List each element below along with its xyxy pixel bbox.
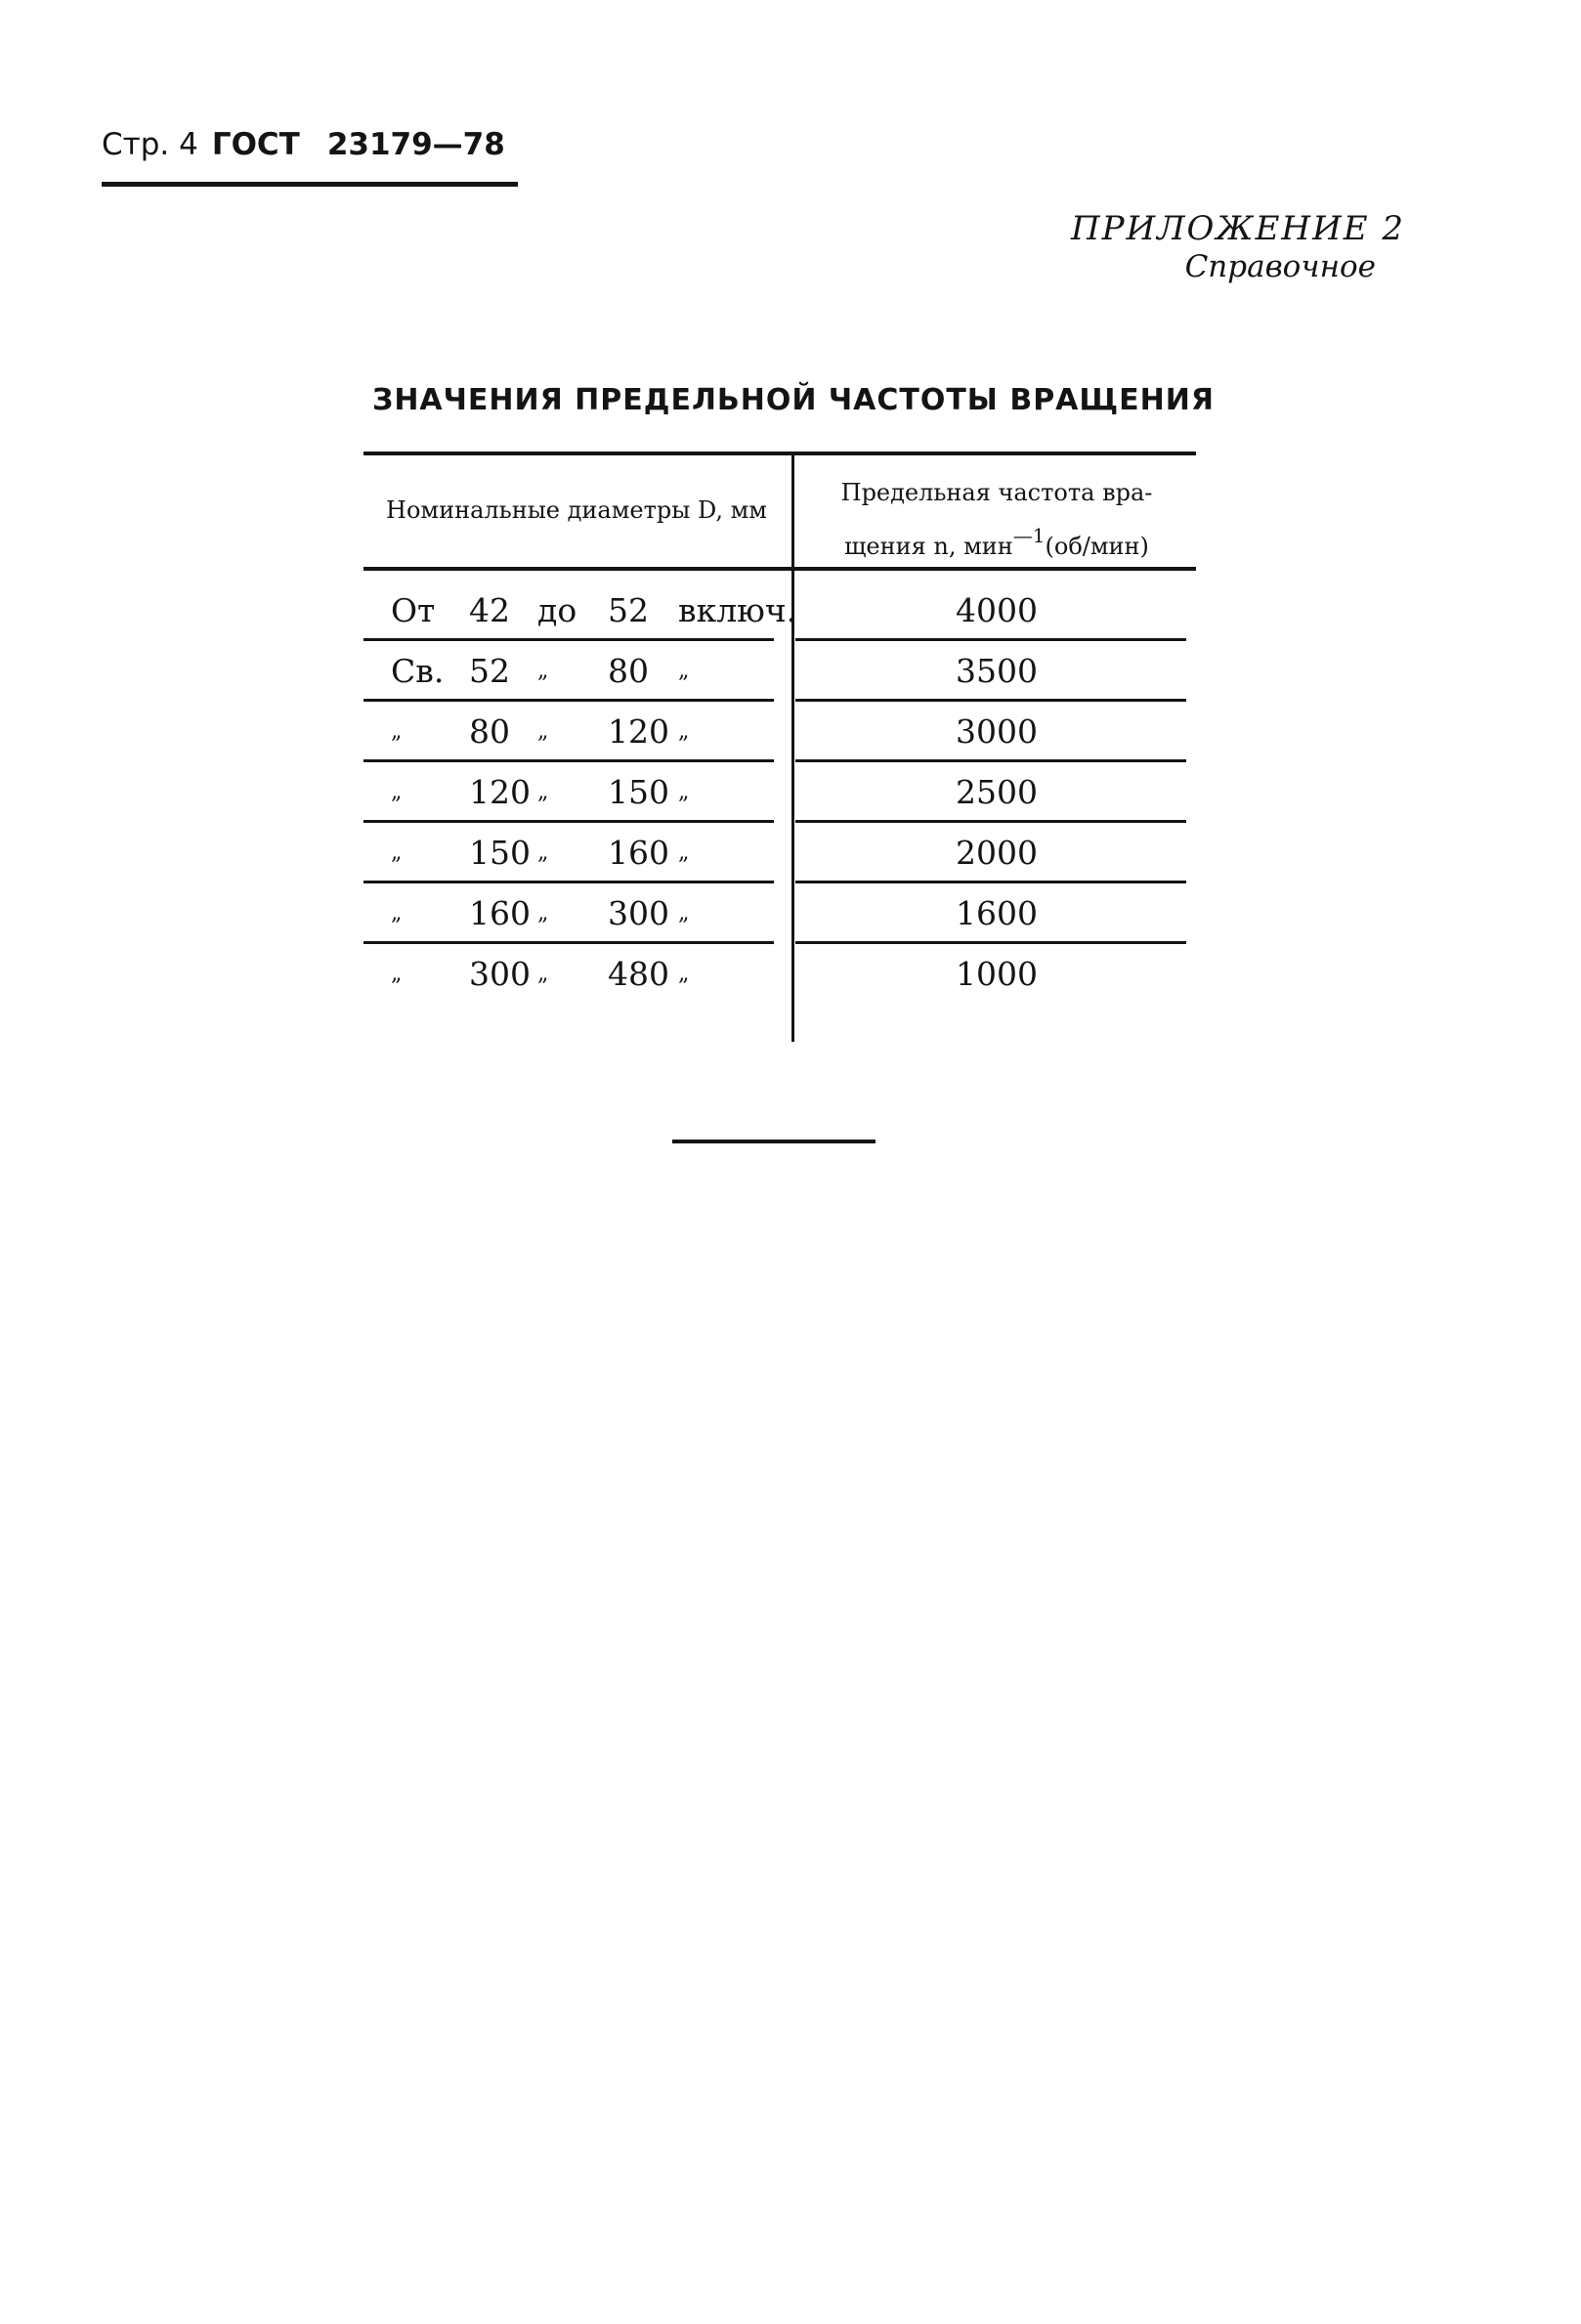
range-to: 160 <box>608 834 669 872</box>
page-number: Стр. 4 <box>102 127 198 162</box>
range-suffix: „ <box>678 780 690 804</box>
table-row <box>363 581 1196 641</box>
table-row <box>363 883 1196 944</box>
range-prefix: „ <box>391 840 403 865</box>
range-suffix: „ <box>678 962 690 986</box>
range-suffix: „ <box>678 901 690 925</box>
range-connector: „ <box>537 719 549 744</box>
table-top-rule <box>363 452 1196 455</box>
end-rule <box>672 1140 876 1143</box>
range-suffix: включ. <box>678 591 797 629</box>
header-frequency-unit-alt: (об/мин) <box>1045 533 1149 560</box>
header-frequency-exponent: —1 <box>1012 524 1046 547</box>
table-title: ЗНАЧЕНИЯ ПРЕДЕЛЬНОЙ ЧАСТОТЫ ВРАЩЕНИЯ <box>372 383 1215 417</box>
range-prefix: „ <box>391 719 403 744</box>
range-from: 80 <box>469 712 510 751</box>
range-to: 80 <box>608 652 649 690</box>
range-connector: „ <box>537 962 549 986</box>
frequency-cell: 3000 <box>956 712 1038 751</box>
frequency-cell: 1000 <box>956 955 1038 993</box>
range-suffix: „ <box>678 719 690 744</box>
range-suffix: „ <box>678 840 690 865</box>
appendix-heading <box>1071 209 1405 285</box>
range-from: 42 <box>469 591 510 629</box>
range-prefix: „ <box>391 901 403 925</box>
frequency-cell: 3500 <box>956 652 1038 690</box>
table-row <box>363 702 1196 762</box>
diameter-cell <box>363 702 790 762</box>
diameter-cell <box>363 762 790 823</box>
range-connector: „ <box>537 901 549 925</box>
standard-number: 23179—78 <box>326 127 505 162</box>
range-from: 150 <box>469 834 531 872</box>
diameter-cell <box>363 641 790 702</box>
range-prefix: „ <box>391 780 403 804</box>
frequency-cell: 2500 <box>956 773 1038 811</box>
range-suffix: „ <box>678 659 690 683</box>
header-frequency-line1: Предельная частота вра- <box>840 479 1153 506</box>
frequency-cell: 1600 <box>956 894 1038 932</box>
range-connector: „ <box>537 840 549 865</box>
frequency-table <box>363 452 1196 1046</box>
range-connector: „ <box>537 659 549 683</box>
frequency-cell: 4000 <box>956 591 1038 629</box>
range-connector: „ <box>537 780 549 804</box>
frequency-cell: 2000 <box>956 834 1038 872</box>
range-from: 160 <box>469 894 531 932</box>
appendix-title: ПРИЛОЖЕНИЕ 2 <box>1070 209 1405 248</box>
range-from: 300 <box>469 955 531 993</box>
header-diameter: Номинальные диаметры D, мм <box>386 496 767 524</box>
range-prefix: „ <box>391 962 403 986</box>
header-frequency-line2 <box>797 514 1196 568</box>
table-row <box>363 762 1196 823</box>
header-frequency-unit: щения n, мин <box>844 533 1013 560</box>
range-to: 480 <box>608 955 669 993</box>
diameter-cell <box>363 944 790 1005</box>
range-to: 150 <box>608 773 669 811</box>
page-header <box>102 125 518 187</box>
table-row <box>363 823 1196 883</box>
range-prefix: Св. <box>391 652 445 690</box>
diameter-cell <box>363 823 790 883</box>
range-from: 52 <box>469 652 510 690</box>
table-row <box>363 641 1196 702</box>
range-from: 120 <box>469 773 531 811</box>
standard-label: ГОСТ <box>211 127 300 162</box>
appendix-subtitle: Справочное <box>1184 249 1376 284</box>
diameter-cell <box>363 883 790 944</box>
table-row <box>363 944 1196 1005</box>
range-to: 300 <box>608 894 669 932</box>
range-to: 120 <box>608 712 669 751</box>
range-prefix: От <box>391 591 436 629</box>
diameter-cell <box>363 581 797 641</box>
range-connector: до <box>537 591 577 629</box>
header-frequency <box>797 471 1196 568</box>
range-to: 52 <box>608 591 649 629</box>
